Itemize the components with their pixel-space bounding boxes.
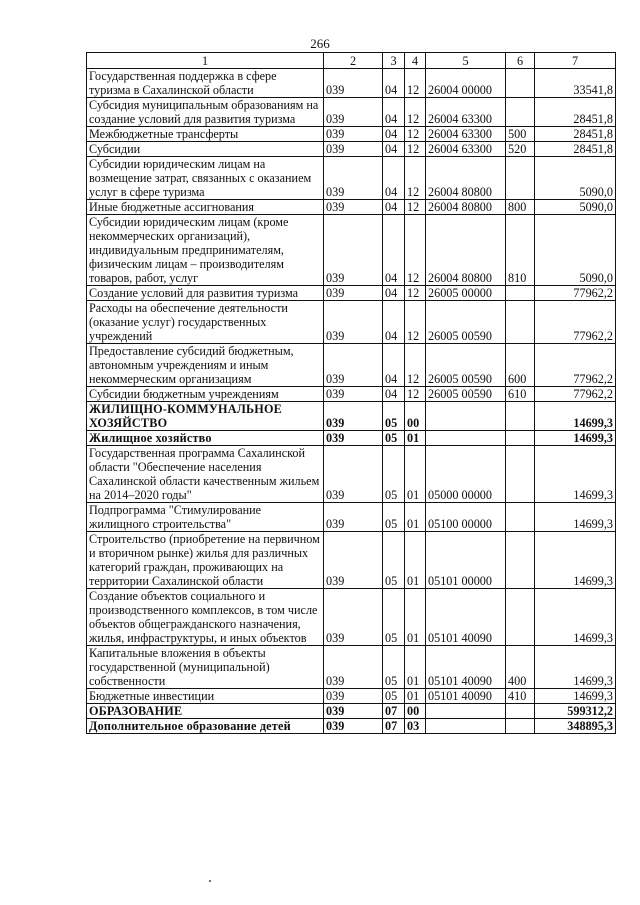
row-amount-cell: 14699,3 <box>535 646 616 689</box>
header-cell: 4 <box>405 53 426 69</box>
row-type-cell <box>506 157 535 200</box>
table-row <box>87 689 616 704</box>
header-cell: 6 <box>506 53 535 69</box>
row-section-cell: 05 <box>383 431 405 446</box>
row-subsection-cell: 12 <box>405 301 426 344</box>
row-section-cell: 04 <box>383 142 405 157</box>
row-type-cell <box>506 446 535 503</box>
row-section-cell: 04 <box>383 98 405 127</box>
row-section-cell: 04 <box>383 387 405 402</box>
row-name-cell: ОБРАЗОВАНИЕ <box>87 704 324 719</box>
row-code-cell: 039 <box>324 704 383 719</box>
row-code-cell: 039 <box>324 431 383 446</box>
row-target-cell: 26005 00590 <box>426 301 506 344</box>
table-row <box>87 532 616 589</box>
row-amount-cell: 28451,8 <box>535 127 616 142</box>
row-subsection-cell: 12 <box>405 69 426 98</box>
row-code-cell: 039 <box>324 301 383 344</box>
row-amount-cell: 77962,2 <box>535 387 616 402</box>
row-name-cell: Иные бюджетные ассигнования <box>87 200 324 215</box>
row-name-cell: Государственная программа Сахалинской области "Обеспечение населения Сахалинской области качественным жильем на 2014–2020 годы" <box>87 446 324 503</box>
row-subsection-cell: 12 <box>405 98 426 127</box>
row-target-cell: 26005 00000 <box>426 286 506 301</box>
row-code-cell: 039 <box>324 689 383 704</box>
row-amount-cell: 77962,2 <box>535 286 616 301</box>
row-name-cell: Субсидия муниципальным образованиям на создание условий для развития туризма <box>87 98 324 127</box>
row-subsection-cell: 01 <box>405 532 426 589</box>
row-code-cell: 039 <box>324 200 383 215</box>
row-name-cell: Субсидии бюджетным учреждениям <box>87 387 324 402</box>
row-amount-cell: 28451,8 <box>535 98 616 127</box>
row-type-cell: 500 <box>506 127 535 142</box>
row-subsection-cell: 12 <box>405 215 426 286</box>
row-code-cell: 039 <box>324 387 383 402</box>
row-target-cell: 05100 00000 <box>426 503 506 532</box>
row-name-cell: Создание объектов социального и производственного комплексов, в том числе объектов общегражданского назначения, жилья, инфраструктуры, и иных объектов <box>87 589 324 646</box>
table-row <box>87 215 616 286</box>
row-amount-cell: 14699,3 <box>535 589 616 646</box>
row-code-cell: 039 <box>324 142 383 157</box>
row-name-cell: Капитальные вложения в объекты государственной (муниципальной) собственности <box>87 646 324 689</box>
table-row <box>87 301 616 344</box>
row-section-cell: 04 <box>383 286 405 301</box>
row-name-cell: Предоставление субсидий бюджетным, автономным учреждениям и иным некоммерческим организациям <box>87 344 324 387</box>
row-type-cell <box>506 402 535 431</box>
header-cell: 2 <box>324 53 383 69</box>
row-name-cell: Строительство (приобретение на первичном и вторичном рынке) жилья для различных категорий граждан, проживающих на территории Сахалинской области <box>87 532 324 589</box>
row-code-cell: 039 <box>324 446 383 503</box>
row-target-cell: 26004 63300 <box>426 142 506 157</box>
row-name-cell: Жилищное хозяйство <box>87 431 324 446</box>
row-subsection-cell: 12 <box>405 200 426 215</box>
row-subsection-cell: 01 <box>405 431 426 446</box>
row-type-cell <box>506 719 535 734</box>
table-row <box>87 402 616 431</box>
row-type-cell: 610 <box>506 387 535 402</box>
row-section-cell: 04 <box>383 301 405 344</box>
row-code-cell: 039 <box>324 215 383 286</box>
row-name-cell: Субсидии юридическим лицам (кроме некоммерческих организаций), индивидуальным предпринимателям, физическим лицам – производителям товаров, работ, услуг <box>87 215 324 286</box>
row-target-cell <box>426 704 506 719</box>
row-target-cell: 26005 00590 <box>426 387 506 402</box>
table-row <box>87 69 616 98</box>
row-subsection-cell: 01 <box>405 503 426 532</box>
table-row <box>87 344 616 387</box>
row-target-cell: 05000 00000 <box>426 446 506 503</box>
row-name-cell: Межбюджетные трансферты <box>87 127 324 142</box>
row-target-cell: 05101 00000 <box>426 532 506 589</box>
header-cell: 1 <box>87 53 324 69</box>
header-cell: 3 <box>383 53 405 69</box>
row-type-cell <box>506 98 535 127</box>
header-cell: 7 <box>535 53 616 69</box>
table-row <box>87 200 616 215</box>
row-name-cell: Расходы на обеспечение деятельности (оказание услуг) государственных учреждений <box>87 301 324 344</box>
row-amount-cell: 5090,0 <box>535 215 616 286</box>
row-amount-cell: 14699,3 <box>535 402 616 431</box>
row-target-cell: 26004 00000 <box>426 69 506 98</box>
row-type-cell <box>506 431 535 446</box>
row-subsection-cell: 12 <box>405 344 426 387</box>
row-amount-cell: 14699,3 <box>535 503 616 532</box>
row-type-cell: 400 <box>506 646 535 689</box>
row-target-cell: 05101 40090 <box>426 589 506 646</box>
row-section-cell: 05 <box>383 402 405 431</box>
row-type-cell: 600 <box>506 344 535 387</box>
table-row <box>87 589 616 646</box>
row-type-cell <box>506 704 535 719</box>
table-row <box>87 446 616 503</box>
row-code-cell: 039 <box>324 69 383 98</box>
row-amount-cell: 599312,2 <box>535 704 616 719</box>
row-type-cell <box>506 69 535 98</box>
row-amount-cell: 28451,8 <box>535 142 616 157</box>
row-amount-cell: 33541,8 <box>535 69 616 98</box>
row-section-cell: 05 <box>383 532 405 589</box>
row-code-cell: 039 <box>324 503 383 532</box>
row-amount-cell: 5090,0 <box>535 200 616 215</box>
row-amount-cell: 14699,3 <box>535 431 616 446</box>
row-name-cell: Создание условий для развития туризма <box>87 286 324 301</box>
row-amount-cell: 14699,3 <box>535 532 616 589</box>
row-section-cell: 04 <box>383 344 405 387</box>
row-subsection-cell: 03 <box>405 719 426 734</box>
row-code-cell: 039 <box>324 127 383 142</box>
row-section-cell: 04 <box>383 157 405 200</box>
row-section-cell: 05 <box>383 646 405 689</box>
row-type-cell: 800 <box>506 200 535 215</box>
row-amount-cell: 77962,2 <box>535 301 616 344</box>
table-row <box>87 704 616 719</box>
row-code-cell: 039 <box>324 344 383 387</box>
table-header-row <box>87 53 616 69</box>
row-code-cell: 039 <box>324 719 383 734</box>
table-row <box>87 98 616 127</box>
table-row <box>87 646 616 689</box>
row-subsection-cell: 12 <box>405 387 426 402</box>
row-subsection-cell: 00 <box>405 704 426 719</box>
row-name-cell: Государственная поддержка в сфере туризма в Сахалинской области <box>87 69 324 98</box>
row-subsection-cell: 01 <box>405 446 426 503</box>
row-code-cell: 039 <box>324 286 383 301</box>
row-target-cell: 26004 63300 <box>426 127 506 142</box>
row-amount-cell: 348895,3 <box>535 719 616 734</box>
table-row <box>87 286 616 301</box>
row-name-cell: Дополнительное образование детей <box>87 719 324 734</box>
row-target-cell <box>426 719 506 734</box>
row-section-cell: 04 <box>383 69 405 98</box>
row-section-cell: 05 <box>383 589 405 646</box>
row-target-cell <box>426 402 506 431</box>
row-type-cell: 520 <box>506 142 535 157</box>
row-code-cell: 039 <box>324 402 383 431</box>
row-subsection-cell: 12 <box>405 127 426 142</box>
row-amount-cell: 5090,0 <box>535 157 616 200</box>
row-section-cell: 05 <box>383 503 405 532</box>
row-name-cell: Подпрограмма "Стимулирование жилищного строительства" <box>87 503 324 532</box>
row-section-cell: 07 <box>383 719 405 734</box>
row-target-cell: 26005 00590 <box>426 344 506 387</box>
row-target-cell: 26004 80800 <box>426 200 506 215</box>
row-name-cell: ЖИЛИЩНО-КОММУНАЛЬНОЕ ХОЗЯЙСТВО <box>87 402 324 431</box>
row-name-cell: Субсидии <box>87 142 324 157</box>
row-type-cell <box>506 286 535 301</box>
table-row <box>87 719 616 734</box>
table-row <box>87 127 616 142</box>
row-subsection-cell: 00 <box>405 402 426 431</box>
row-section-cell: 04 <box>383 127 405 142</box>
row-type-cell <box>506 301 535 344</box>
row-code-cell: 039 <box>324 589 383 646</box>
page-number: 266 <box>310 36 330 51</box>
table-row <box>87 157 616 200</box>
row-code-cell: 039 <box>324 646 383 689</box>
table-row <box>87 142 616 157</box>
row-type-cell: 810 <box>506 215 535 286</box>
row-name-cell: Бюджетные инвестиции <box>87 689 324 704</box>
stray-mark <box>209 880 211 882</box>
row-type-cell <box>506 589 535 646</box>
row-target-cell: 26004 63300 <box>426 98 506 127</box>
row-type-cell: 410 <box>506 689 535 704</box>
table-row <box>87 431 616 446</box>
row-subsection-cell: 01 <box>405 646 426 689</box>
row-target-cell: 05101 40090 <box>426 689 506 704</box>
row-section-cell: 07 <box>383 704 405 719</box>
row-type-cell <box>506 503 535 532</box>
row-subsection-cell: 01 <box>405 689 426 704</box>
row-amount-cell: 14699,3 <box>535 689 616 704</box>
table-row <box>87 387 616 402</box>
row-code-cell: 039 <box>324 98 383 127</box>
row-target-cell <box>426 431 506 446</box>
row-code-cell: 039 <box>324 532 383 589</box>
row-section-cell: 05 <box>383 446 405 503</box>
row-subsection-cell: 01 <box>405 589 426 646</box>
row-target-cell: 05101 40090 <box>426 646 506 689</box>
header-cell: 5 <box>426 53 506 69</box>
row-code-cell: 039 <box>324 157 383 200</box>
row-name-cell: Субсидии юридическим лицам на возмещение затрат, связанных с оказанием услуг в сфере туризма <box>87 157 324 200</box>
row-subsection-cell: 12 <box>405 286 426 301</box>
row-type-cell <box>506 532 535 589</box>
row-section-cell: 05 <box>383 689 405 704</box>
budget-table <box>86 52 616 734</box>
row-section-cell: 04 <box>383 200 405 215</box>
row-target-cell: 26004 80800 <box>426 215 506 286</box>
row-target-cell: 26004 80800 <box>426 157 506 200</box>
row-subsection-cell: 12 <box>405 142 426 157</box>
row-subsection-cell: 12 <box>405 157 426 200</box>
row-amount-cell: 77962,2 <box>535 344 616 387</box>
row-amount-cell: 14699,3 <box>535 446 616 503</box>
table-row <box>87 503 616 532</box>
row-section-cell: 04 <box>383 215 405 286</box>
